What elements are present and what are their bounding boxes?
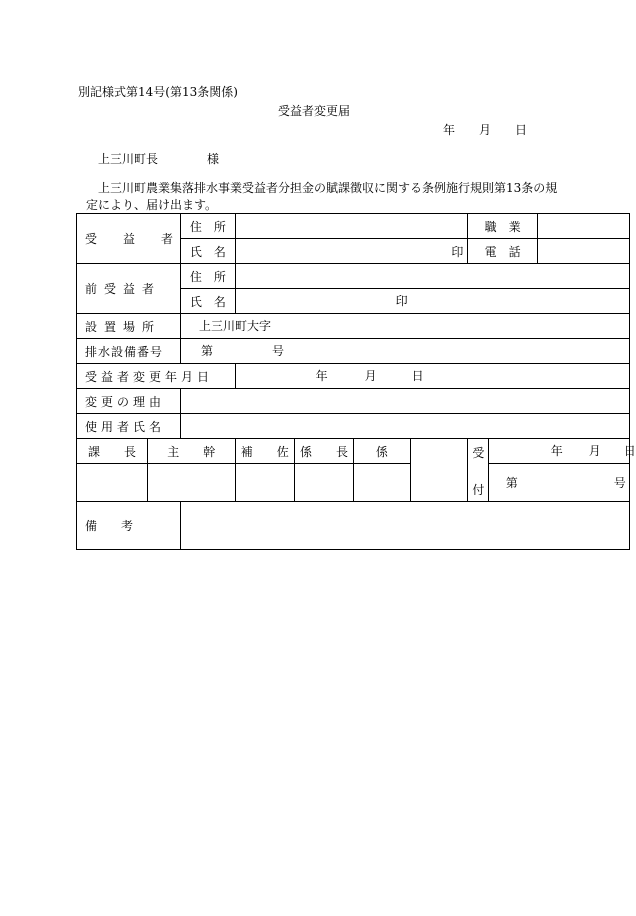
receipt-no-prefix: 第: [505, 476, 518, 490]
approval-kakaricho-label: 係 長: [294, 439, 353, 464]
location-field[interactable]: [181, 314, 630, 339]
seal-mark: 印: [451, 244, 464, 259]
receipt-date-cell[interactable]: [488, 439, 636, 464]
prev-seal-mark: 印: [395, 294, 408, 308]
approval-hosa-stamp[interactable]: [235, 464, 294, 502]
receipt-blank-cell: [410, 439, 468, 502]
beneficiary-address-label: 住 所: [181, 214, 236, 239]
facility-number-label: 排水設備番号: [77, 339, 181, 364]
approval-kakari-label: 係: [354, 439, 411, 464]
body-text-line2: 定により、届け出ます。: [86, 198, 218, 212]
beneficiary-label: 受 益 者: [77, 214, 181, 264]
beneficiary-name-label: 氏 名: [181, 239, 236, 264]
facility-no-prefix: 第: [201, 344, 214, 358]
approval-kacho-label: 課 長: [77, 439, 148, 464]
honorific: 様: [207, 152, 220, 166]
prev-name-field[interactable]: [235, 289, 629, 314]
change-date-field[interactable]: [235, 364, 629, 389]
prev-address-field[interactable]: [235, 264, 629, 289]
occupation-field[interactable]: [537, 214, 629, 239]
receipt-month: 月: [588, 444, 601, 458]
change-date-label: 受益者変更年月日: [77, 364, 236, 389]
date-line: 年 月 日: [443, 123, 528, 137]
location-label: 設置場所: [77, 314, 181, 339]
user-name-label: 使用者氏名: [77, 414, 181, 439]
change-date-day: 日: [411, 369, 424, 383]
occupation-label: 職 業: [468, 214, 538, 239]
change-date-year: 年: [315, 369, 328, 383]
approval-kacho-stamp[interactable]: [77, 464, 148, 502]
prev-beneficiary-label: 前受益者: [77, 264, 181, 314]
approval-hosa-label: 補 佐: [235, 439, 294, 464]
reason-field[interactable]: [181, 389, 630, 414]
body-text-line1: 上三川町農業集落排水事業受益者分担金の賦課徴収に関する条例施行規則第13条の規: [98, 181, 558, 195]
reason-label: 変更の理由: [77, 389, 181, 414]
addressee: 上三川町長: [98, 152, 159, 166]
approval-shukan-label: 主 幹: [147, 439, 235, 464]
approval-shukan-stamp[interactable]: [147, 464, 235, 502]
approval-kakari-stamp[interactable]: [354, 464, 411, 502]
remarks-label: 備 考: [77, 502, 181, 550]
receipt-year: 年: [550, 444, 563, 458]
change-date-month: 月: [364, 369, 377, 383]
form-number: 別記様式第14号(第13条関係): [78, 85, 238, 99]
user-name-field[interactable]: [181, 414, 630, 439]
receipt-char-2: 付: [472, 483, 485, 497]
prev-address-label: 住 所: [181, 264, 236, 289]
receipt-label-cell: [468, 439, 488, 502]
beneficiary-address-field[interactable]: [235, 214, 468, 239]
remarks-field[interactable]: [181, 502, 630, 550]
beneficiary-name-field[interactable]: [235, 239, 468, 264]
facility-number-field[interactable]: [181, 339, 630, 364]
phone-label: 電 話: [468, 239, 538, 264]
receipt-day: 日: [623, 444, 636, 458]
phone-field[interactable]: [537, 239, 629, 264]
form-title: 受益者変更届: [278, 104, 351, 118]
receipt-no-suffix: 号: [613, 476, 626, 490]
location-value: 上三川町大字: [199, 319, 272, 333]
approval-kakaricho-stamp[interactable]: [294, 464, 353, 502]
receipt-char-1: 受: [472, 446, 485, 460]
application-form-table: [76, 213, 636, 550]
prev-name-label: 氏 名: [181, 289, 236, 314]
facility-no-suffix: 号: [272, 344, 285, 358]
receipt-number-cell[interactable]: [488, 464, 629, 502]
